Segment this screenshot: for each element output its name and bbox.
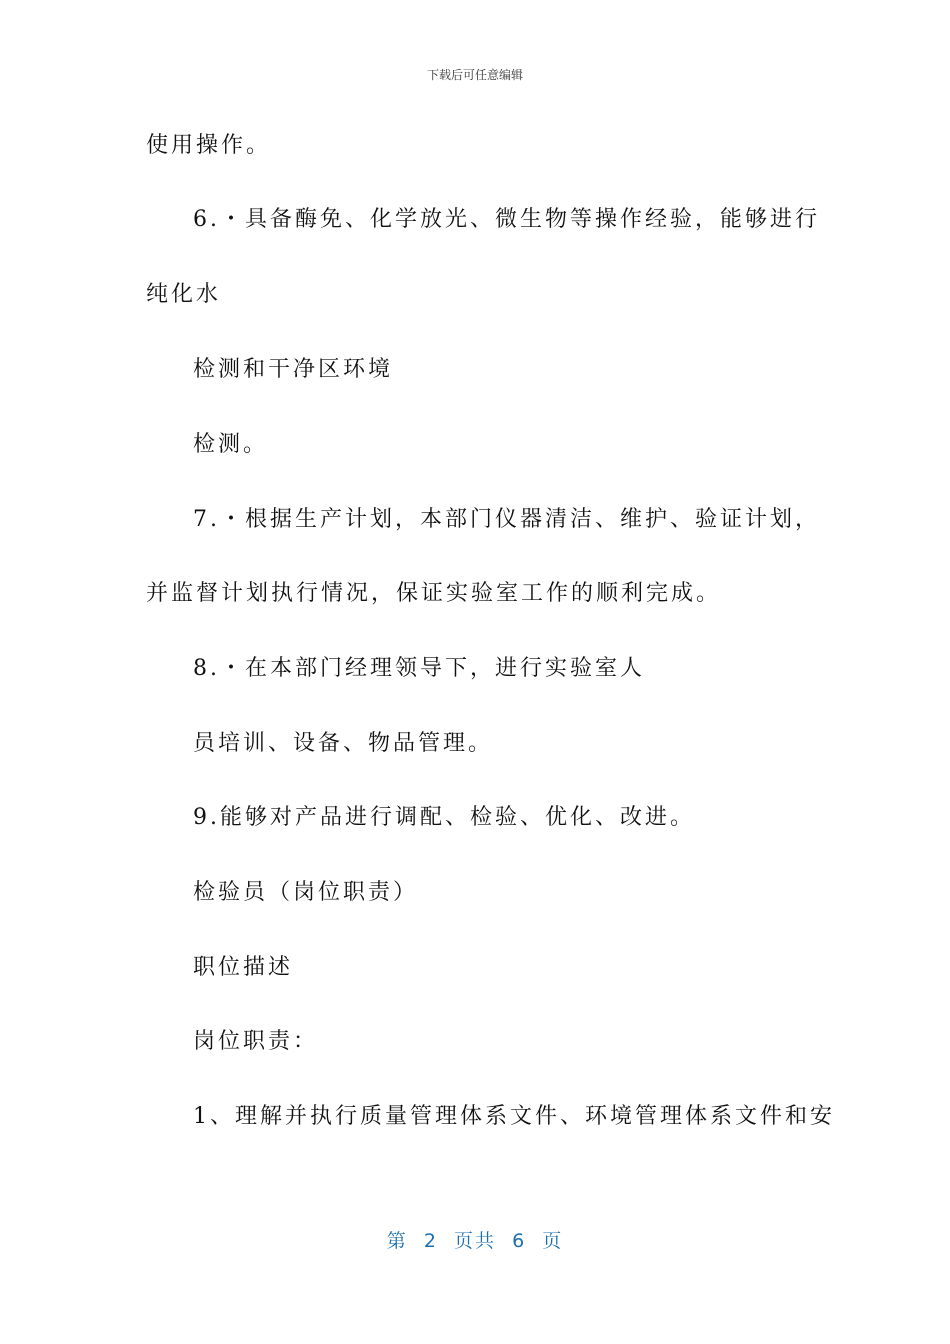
body-line: 检测和干净区环境 [193,357,394,382]
body-line: 7.・根据生产计划，本部门仪器清洁、维护、验证计划， [193,507,820,532]
page-header: 下载后可任意编辑 [426,68,523,82]
body-line: 1、理解并执行质量管理体系文件、环境管理体系文件和安 [193,1104,835,1129]
body-line: 9.能够对产品进行调配、检验、优化、改进。 [193,805,695,830]
body-line: 检测。 [193,432,269,457]
body-line: 员培训、设备、物品管理。 [193,731,494,756]
section-heading: 检验员（岗位职责） [193,880,419,905]
body-line: 8.・在本部门经理领导下，进行实验室人 [193,656,645,681]
body-line: 并监督计划执行情况，保证实验室工作的顺利完成。 [146,581,722,606]
section-heading: 岗位职责： [193,1029,319,1054]
body-line: 纯化水 [146,282,222,307]
page-number-footer: 第 2 页共 6 页 [386,1230,564,1252]
section-heading: 职位描述 [193,955,294,980]
body-line: 6.・具备酶免、化学放光、微生物等操作经验，能够进行 [193,207,820,232]
body-line: 使用操作。 [146,133,272,158]
